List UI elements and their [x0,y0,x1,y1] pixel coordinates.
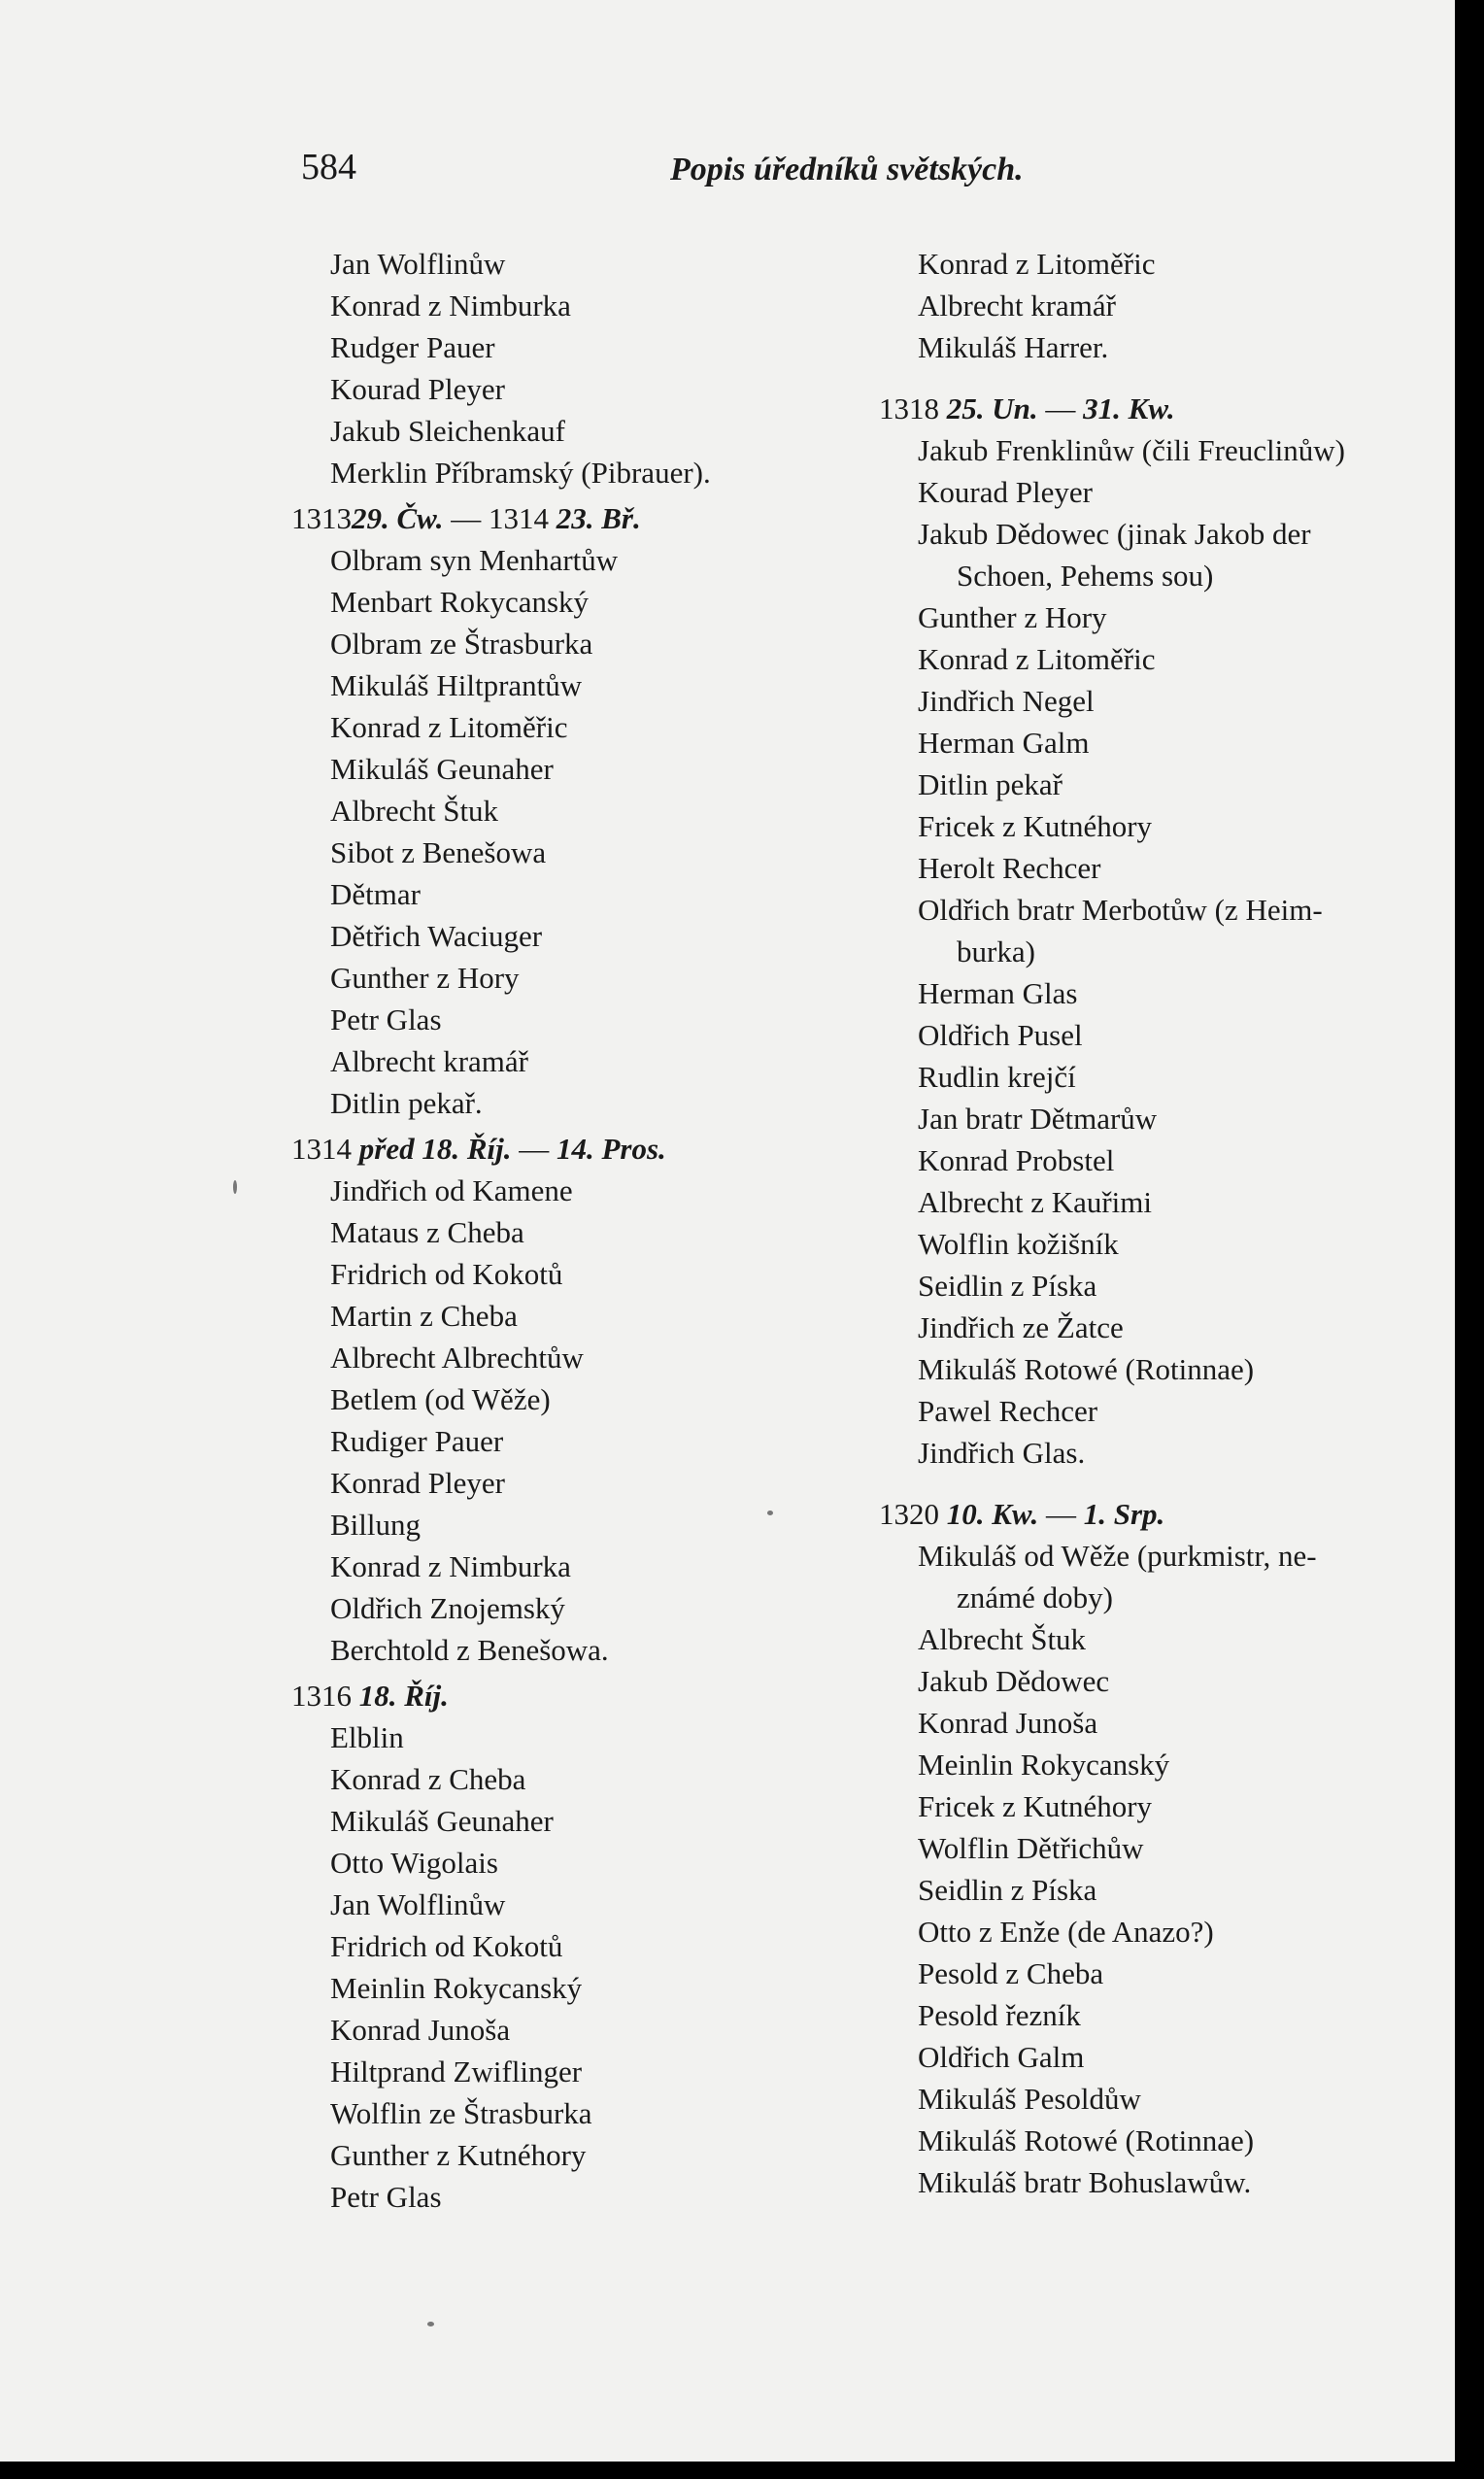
section-heading [291,1675,913,1716]
right-column [879,243,1433,2203]
name-entry: Jindřich ze Žatce [918,1310,1124,1344]
heading-year: 1316 [291,1679,352,1713]
name-entry: Mikuláš Hiltprantůw [330,668,583,702]
name-entry: Dětřich Waciuger [330,919,543,953]
name-entry: Ditlin pekař. [330,1086,483,1120]
name-entry: Mataus z Cheba [330,1215,524,1249]
name-entry: Fridrich od Kokotů [330,1257,563,1291]
name-entry: Mikuláš Geunaher [330,1804,554,1838]
name-entry: Ditlin pekař [918,767,1062,801]
page-header [301,146,1428,204]
name-entry: Albrecht kramář [330,1044,528,1078]
name-entry: Mikuláš Rotowé (Rotinnae) [918,2123,1255,2157]
name-entry: Meinlin Rokycanský [918,1748,1170,1782]
heading-separator: — [1037,391,1084,425]
running-title: Popis úředníků světských. [670,152,1024,187]
scan-speck [233,1180,237,1194]
name-entry: Albrecht Albrechtůw [330,1341,584,1375]
name-entry: Herman Galm [918,726,1090,760]
name-entry: Rudlin krejčí [918,1060,1076,1094]
name-entry: Oldřich Pusel [918,1018,1083,1052]
name-entry: Meinlin Rokycanský [330,1971,583,2005]
name-entry: Jakub Dědowec (jinak Jakob der [918,517,1311,551]
heading-date: 25. Un. [939,391,1038,425]
left-column [291,243,913,2218]
name-entry: Kourad Pleyer [330,372,505,406]
name-entry: Oldřich bratr Merbotůw (z Heim- [918,893,1323,927]
name-entry: Gunther z Hory [918,600,1107,634]
heading-year: 1320 [879,1497,939,1531]
scan-speck [427,2322,434,2326]
name-entry: Jakub Dědowec [918,1664,1110,1698]
name-entry: Pesold řezník [918,1998,1081,2032]
name-entry: Gunther z Kutnéhory [330,2138,587,2172]
heading-date-end: 23. Bř. [556,501,641,535]
name-entry: Mikuláš bratr Bohuslawůw. [918,2165,1252,2199]
name-entry: Konrad z Cheba [330,1762,526,1796]
name-entry: Jan bratr Dětmarůw [918,1102,1158,1136]
name-entry: Albrecht kramář [918,289,1116,323]
scan-border-right [1455,0,1484,2479]
name-entry: Hiltprand Zwiflinger [330,2055,583,2088]
name-entry: Wolflin kožišník [918,1227,1119,1261]
name-entry: Betlem (od Wěže) [330,1382,551,1416]
name-entry: Pawel Rechcer [918,1394,1098,1428]
name-entry: Jan Wolflinůw [330,1887,506,1921]
name-entry: Olbram ze Štrasburka [330,627,593,661]
name-entry: Seidlin z Píska [918,1873,1097,1907]
name-entry: Konrad z Nimburka [330,289,571,323]
name-entry: Konrad z Nimburka [330,1549,571,1583]
name-entry: Konrad Junoša [330,2013,511,2047]
name-entry: Jindřich Glas. [918,1436,1086,1470]
name-entry: Seidlin z Píska [918,1269,1097,1303]
heading-date-end: 31. Kw. [1083,391,1175,425]
name-entry: Wolflin Dětřichůw [918,1831,1144,1865]
name-entry: Mikuláš Pesoldůw [918,2082,1141,2116]
scan-speck [767,1511,773,1515]
heading-date-end: 14. Pros. [556,1132,666,1166]
name-entry: Mikuláš Rotowé (Rotinnae) [918,1352,1255,1386]
name-entry: Albrecht Štuk [330,794,499,828]
name-entry: Fridrich od Kokotů [330,1929,563,1963]
name-entry: Herman Glas [918,976,1078,1010]
page-number: 584 [301,147,356,187]
heading-date: před 18. Říj. [352,1132,512,1166]
name-entry: Jindřich Negel [918,684,1095,718]
name-entry: Dětmar [330,877,421,911]
section-heading [291,497,913,539]
name-entry: Mikuláš od Wěže (purkmistr, ne- [918,1539,1317,1573]
name-entry-continuation: Schoen, Pehems sou) [957,559,1214,593]
heading-year: 1313 [291,501,352,535]
heading-year: 1314 [291,1132,352,1166]
name-entry: Sibot z Benešowa [330,835,547,869]
name-entry: Gunther z Hory [330,961,520,995]
name-entry: Fricek z Kutnéhory [918,1789,1153,1823]
name-entry: Rudger Pauer [330,330,495,364]
section-heading [291,1128,913,1170]
heading-date: 29. Čw. [352,501,444,535]
name-entry: Konrad Probstel [918,1143,1115,1177]
heading-date: 18. Říj. [352,1679,449,1713]
name-entry: Wolflin ze Štrasburka [330,2096,592,2130]
name-entry: Olbram syn Menhartůw [330,543,619,577]
name-entry: Oldřich Galm [918,2040,1085,2074]
name-entry: Mikuláš Geunaher [330,752,554,786]
name-entry-continuation: známé doby) [957,1580,1113,1614]
heading-separator: — 1314 [443,501,556,535]
name-entry: Rudiger Pauer [330,1424,504,1458]
name-entry: Konrad Junoša [918,1706,1098,1740]
name-entry: Fricek z Kutnéhory [918,809,1153,843]
name-entry: Albrecht z Kauřimi [918,1185,1153,1219]
name-entry: Jakub Sleichenkauf [330,414,565,448]
heading-separator: — [1038,1497,1084,1531]
name-entry: Konrad z Litoměřic [330,710,568,744]
name-entry: Mikuláš Harrer. [918,330,1109,364]
name-entry: Herolt Rechcer [918,851,1101,885]
name-entry: Albrecht Štuk [918,1622,1087,1656]
name-entry: Jan Wolflinůw [330,247,506,281]
name-entry: Otto Wigolais [330,1846,498,1880]
section-heading [879,388,1433,429]
name-entry: Otto z Enže (de Anazo?) [918,1915,1214,1949]
name-entry: Merklin Příbramský (Pibrauer). [330,456,711,490]
name-entry: Jindřich od Kamene [330,1173,573,1207]
name-entry: Konrad z Litoměřic [918,642,1156,676]
name-entry: Petr Glas [330,2180,442,2214]
name-entry: Konrad z Litoměřic [918,247,1156,281]
name-entry: Konrad Pleyer [330,1466,505,1500]
name-entry: Berchtold z Benešowa. [330,1633,609,1667]
name-entry: Petr Glas [330,1002,442,1036]
name-entry: Billung [330,1508,422,1542]
name-entry: Martin z Cheba [330,1299,518,1333]
heading-date: 10. Kw. [939,1497,1039,1531]
heading-date-end: 1. Srp. [1083,1497,1165,1531]
name-entry-continuation: burka) [957,934,1035,968]
heading-separator: — [511,1132,556,1166]
name-entry: Jakub Frenklinůw (čili Freuclinůw) [918,433,1345,467]
name-entry: Elblin [330,1720,404,1754]
name-entry: Pesold z Cheba [918,1956,1104,1990]
name-entry: Menbart Rokycanský [330,585,590,619]
heading-year: 1318 [879,391,939,425]
name-entry: Kourad Pleyer [918,475,1093,509]
section-heading [879,1493,1433,1535]
scan-border-bottom [0,2462,1484,2479]
name-entry: Oldřich Znojemský [330,1591,565,1625]
